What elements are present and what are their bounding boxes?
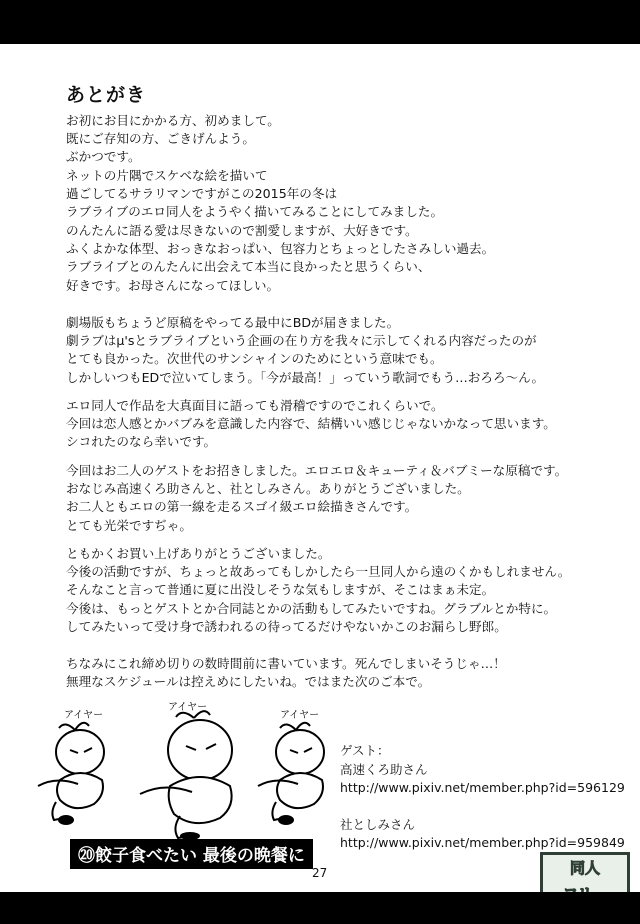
shout-text: アイヤー <box>64 710 104 721</box>
text-line: おなじみ高速くろ助さんと、社としみさん。ありがとうございました。 <box>66 481 470 497</box>
text-line: 劇場版もちょうど原稿をやってる最中にBDが届きました。 <box>66 315 400 330</box>
paragraph-3 <box>66 314 544 387</box>
page-title: あとがき <box>66 84 147 106</box>
text-line: 今回はお二人のゲストをお招きしました。エロエロ＆キューティ＆バブミーな原稿です。 <box>66 463 568 478</box>
spacer <box>340 798 625 816</box>
bottom-black-band <box>0 892 640 924</box>
shout-text: アイヤー <box>168 702 208 713</box>
text-line: お初にお目にかかる方、初めまして。 <box>66 113 280 128</box>
guest-heading: ゲスト： <box>340 743 390 758</box>
shout-text: アイヤー <box>280 710 320 721</box>
text-line: 劇ラブはμ'sとラブライブという企画の在り方を我々に示してくれる内容だったのが <box>66 333 537 349</box>
text-line: 今後は、もっとゲストとか合同誌とかの活動もしてみたいですね。グラブルとか特に。 <box>66 600 557 616</box>
text-line: とても光栄ですぢゃ。 <box>66 517 192 533</box>
paragraph-7 <box>66 655 506 691</box>
guest-url[interactable]: http://www.pixiv.net/member.php?id=596129 <box>340 780 625 795</box>
paragraph-6 <box>66 545 570 636</box>
text-line: 今回は恋人感とかバブみを意識した内容で、結構いい感じじゃないかなって思います。 <box>66 416 556 432</box>
logo-text: 同人 <box>569 859 600 877</box>
text-line: ちなみにこれ締め切りの数時間前に書いています。死んでしまいそうじゃ…！ <box>66 656 506 671</box>
text-line: 好きです。お母さんになってほしい。 <box>66 277 280 293</box>
guest-credits <box>340 742 625 853</box>
guest-name: 社としみさん <box>340 816 416 832</box>
paragraph-2 <box>66 222 494 295</box>
text-line: ラブライブのエロ同人をようやく描いてみることにしてみました。 <box>66 204 444 220</box>
text-line: そんなこと言って普通に夏に出没しそうな気もしますが、そこはまぁ未定。 <box>66 582 495 598</box>
paragraph-1 <box>66 112 443 221</box>
chibi-figures-drawing <box>30 690 330 840</box>
guest-name: 高速くろ助さん <box>340 761 428 777</box>
text-line: 今後の活動ですが、ちょっと故あってもしかしたら一旦同人から遠のくかもしれません。 <box>66 564 571 580</box>
page-number: 27 <box>312 866 328 880</box>
text-line: ネットの片隅でスケベな絵を描いて <box>66 167 268 183</box>
text-line: 過ごしてるサラリマンですがこの2015年の冬は <box>66 185 338 201</box>
text-line: とても良かった。次世代のサンシャインのためにという意味でも。 <box>66 351 443 367</box>
illustration-caption: ⑳餃子食べたい 最後の晩餐に <box>70 839 313 869</box>
paragraph-5 <box>66 462 567 535</box>
text-line: ラブライブとのんたんに出会えて本当に良かったと思うくらい、 <box>66 259 431 275</box>
chibi-illustration <box>30 690 330 840</box>
text-line: 無理なスケジュールは控えめにしたいね。ではまた次のご本で。 <box>66 674 431 690</box>
text-line: シコれたのなら幸いです。 <box>66 434 217 450</box>
text-line: のんたんに語る愛は尽きないので割愛しますが、大好きです。 <box>66 223 418 238</box>
text-line: しかしいつもEDで泣いてしまう。「今が最高！」っていう歌詞でもう…おろろ～ん。 <box>66 369 545 385</box>
text-line: エロ同人で作品を大真面目に語っても滑稽ですのでこれくらいで。 <box>66 398 444 413</box>
guest-url[interactable]: http://www.pixiv.net/member.php?id=959849 <box>340 835 625 850</box>
text-line: ふくよかな体型、おっきなおっぱい、包容力とちょっとしたさみしい過去。 <box>66 241 495 257</box>
text-line: ぶかつです。 <box>66 149 141 165</box>
text-line: 既にご存知の方、ごきげんよう。 <box>66 131 255 147</box>
text-line: してみたいって受け身で誘われるの待ってるだけやないかこのお漏らし野郎。 <box>66 618 507 634</box>
text-line: ともかくお買い上げありがとうございました。 <box>66 546 331 561</box>
paragraph-4 <box>66 397 556 452</box>
text-line: お二人ともエロの第一線を走るスゴイ級エロ絵描きさんです。 <box>66 499 418 515</box>
top-black-band <box>0 0 640 44</box>
